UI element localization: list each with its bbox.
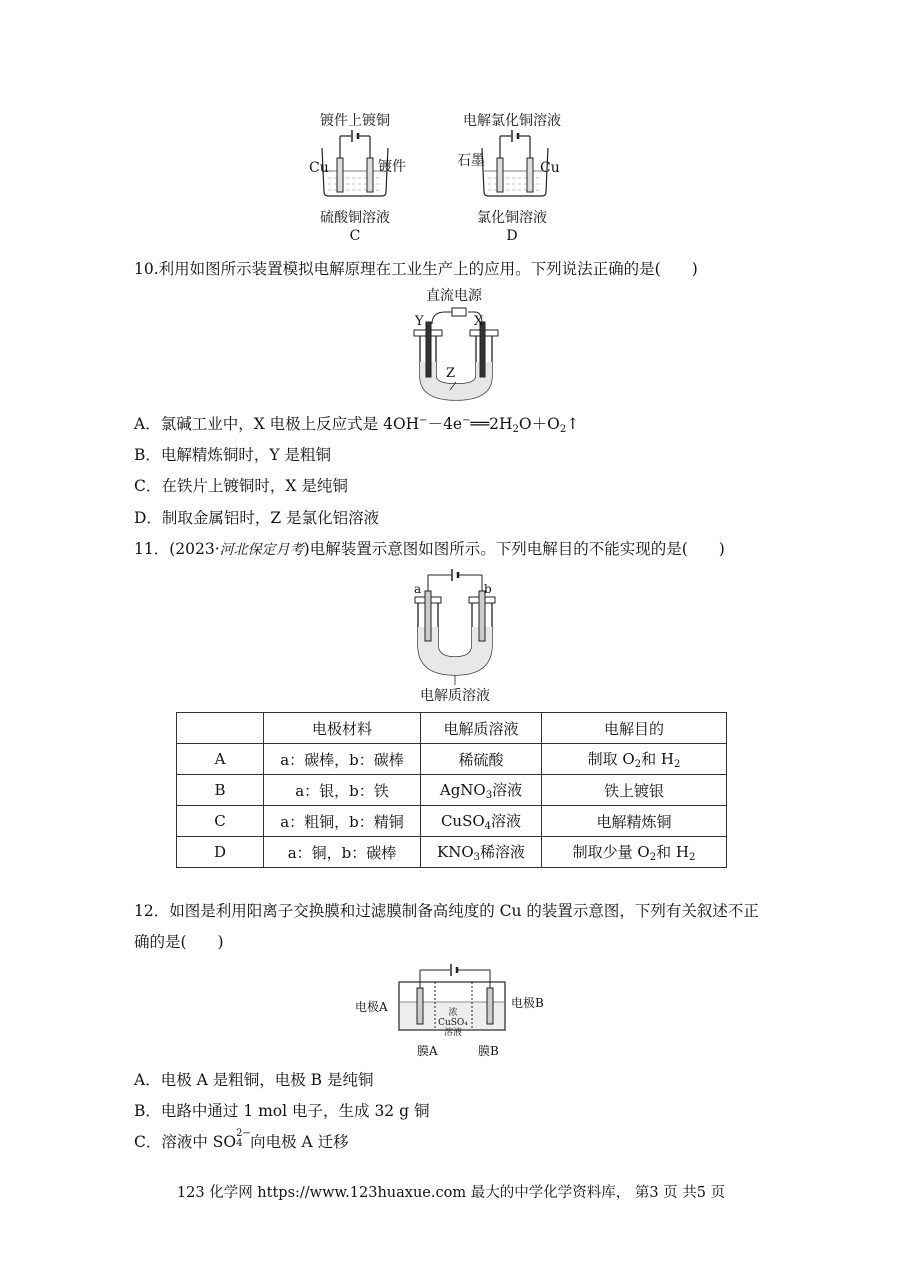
figure-c-left-label: Cu [309,160,329,176]
question-11-stem: 11．(2023·河北保定月考)电解装置示意图如图所示。下列电解目的不能实现的是( ) [134,540,725,558]
table-header-cell: 电解质溶液 [421,713,542,744]
electrode-material: a：粗铜，b：精铜 [264,806,421,837]
q10-option-a: A．氯碱工业中，X 电极上反应式是 $4OH^--4e^-══2H_2O+O_2↑$ [134,415,580,435]
table-header-cell [177,713,264,744]
electrolyte: 稀硫酸 [421,744,542,775]
question-10-stem: 10.利用如图所示装置模拟电解原理在工业生产上的应用。下列说法正确的是( ) [134,260,698,278]
page-footer: 123 化学网 https://www.123huaxue.com 最大的中学化学资料库， 第3 页 共5 页 [176,1185,726,1201]
figure-c-solution: 硫酸铜溶液 [320,210,390,226]
electrode-material: a：碳棒，b：碳棒 [264,744,421,775]
purpose: 电解精炼铜 [542,806,727,837]
table-header-row [177,713,727,744]
q11-a-label: a [414,582,422,596]
purpose: 铁上镀银 [542,775,727,806]
q12-option-b: B．电路中通过 1 mol 电子，生成 32 g 铜 [134,1102,430,1120]
question-12-stem-line2: 确的是( ) [134,933,224,951]
table-row [177,744,727,775]
q11-figure-caption: 电解质溶液 [420,688,490,704]
q12-electrode-a-label: 电极A [355,1000,388,1014]
electrolyte: CuSO$_4$溶液 [421,806,542,837]
q10-option-c: C．在铁片上镀铜时，X 是纯铜 [134,477,348,495]
figure-c-title: 镀件上镀铜 [320,113,390,129]
q11-b-label: b [484,582,492,596]
q10-y-label: Y [415,314,424,329]
figure-d-title: 电解氯化铜溶液 [463,113,561,129]
q12-center-label: 浓CuSO₄ 溶液 [438,1008,468,1038]
q10-option-d: D．制取金属铝时，Z 是氯化铝溶液 [134,509,380,527]
figure-c-letter: C [349,228,361,244]
q12-electrode-b-label: 电极B [511,996,544,1010]
figure-d-left-label: 石墨 [457,153,485,169]
q12-option-a: A．电极 A 是粗铜，电极 B 是纯铜 [134,1071,374,1089]
electrode-material: a：铜，b：碳棒 [264,837,421,868]
purpose: 制取少量 $O_2$和 $H_2$ [542,837,727,868]
table-row [177,775,727,806]
electrode-material: a：银，b：铁 [264,775,421,806]
electrolyte: $KNO_3$稀溶液 [421,837,542,868]
q11-options-table [176,712,727,868]
question-12-stem-line1: 12．如图是利用阳离子交换膜和过滤膜制备高纯度的 Cu 的装置示意图，下列有关叙述不正 [134,902,759,920]
figure-d-letter: D [506,228,518,244]
table-header-cell: 电解目的 [542,713,727,744]
q12-option-c: C．溶液中 SO 2− 4 向电极 A 迁移 [134,1127,349,1151]
table-row [177,837,727,868]
row-label: C [177,806,264,837]
q10-option-b: B．电解精炼铜时，Y 是粗铜 [134,446,332,464]
row-label: B [177,775,264,806]
purpose: 制取 $O_2$和 $H_2$ [542,744,727,775]
table-row [177,806,727,837]
figure-d-right-label: Cu [540,160,560,176]
q10-x-label: X [474,314,484,329]
q12-membrane-b-label: 膜B [478,1044,499,1058]
figure-c-right-label: 镀件 [378,159,406,175]
row-label: D [177,837,264,868]
q12-membrane-a-label: 膜A [417,1044,438,1058]
q10-power-label: 直流电源 [426,288,482,304]
electrolyte: AgNO$_3$溶液 [421,775,542,806]
q10-z-label: Z [446,366,456,381]
table-header-cell: 电极材料 [264,713,421,744]
figure-d-solution: 氯化铜溶液 [477,210,547,226]
row-label: A [177,744,264,775]
